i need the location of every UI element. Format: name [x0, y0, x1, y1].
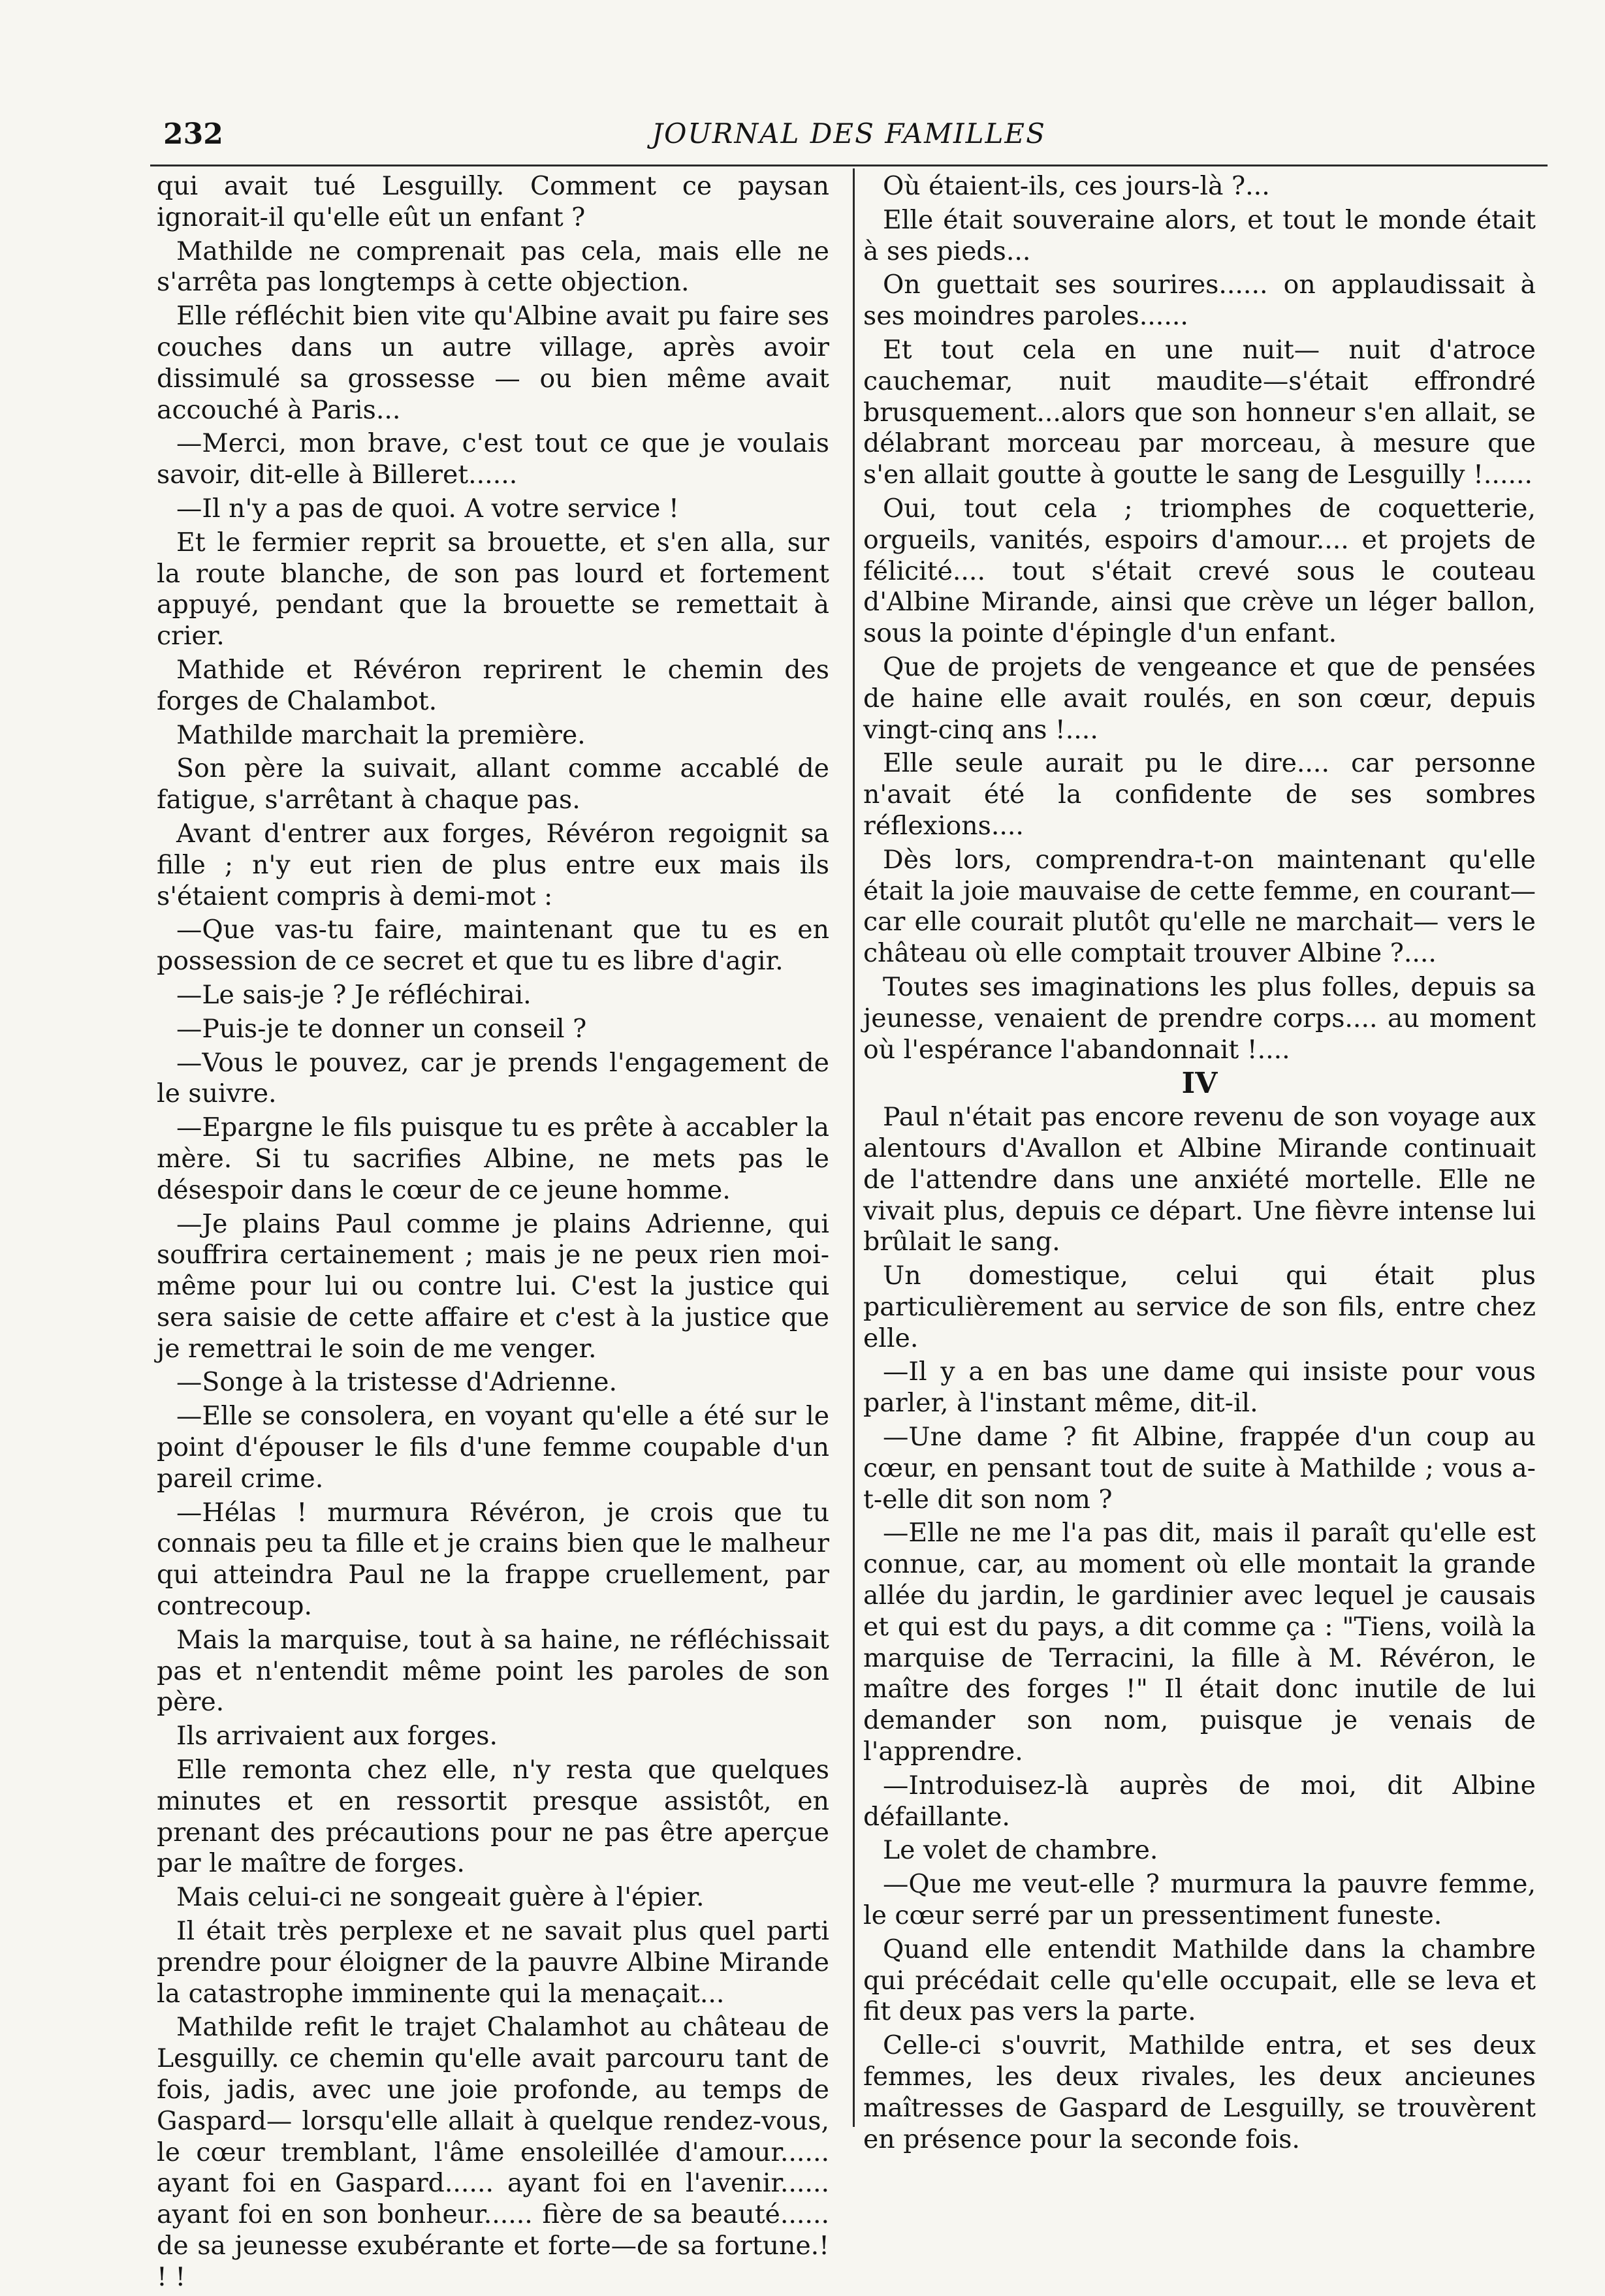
paragraph: Un domestique, celui qui était plus particulièrement au service de son fils, entre chez elle. — [863, 1261, 1536, 1353]
paragraph: Quand elle entendit Mathilde dans la chambre qui précédait celle qu'elle occupait, elle se leva et fit deux pas vers la parte. — [863, 1934, 1536, 2027]
paragraph: —Epargne le fils puisque tu es prête à accabler la mère. Si tu sacrifies Albine, ne mets pas le désespoir dans le cœur de ce jeune homme. — [157, 1112, 829, 1205]
paragraph: Mathilde refit le trajet Chalamhot au château de Lesguilly. ce chemin qu'elle avait parcouru tant de fois, jadis, avec une joie profonde, au temps de Gaspard— lorsqu'elle allait à quelque rendez-vous, le cœur tremblant, l'âme ensoleillée d'amour...... ayant foi en Gaspard...... ayant foi en l'avenir...... ayant foi en son bonheur...... fière de sa beauté...... de sa jeunesse exubérante et forte—de sa fortune.! ! ! — [157, 2012, 829, 2292]
paragraph: —Une dame ? fit Albine, frappée d'un coup au cœur, en pensant tout de suite à Mathilde ; vous a-t-elle dit son nom ? — [863, 1422, 1536, 1515]
paragraph: —Vous le pouvez, car je prends l'engagement de le suivre. — [157, 1047, 829, 1109]
paragraph: Et tout cela en une nuit— nuit d'atroce cauchemar, nuit maudite—s'était effrondré brusquement...alors que son honneur s'en allait, se délabrant morceau par morceau, à mesure que s'en allait goutte à goutte le sang de Lesguilly !...... — [863, 334, 1536, 490]
paragraph: Elle seule aurait pu le dire.... car personne n'avait été la confidente de ses sombres réflexions.... — [863, 748, 1536, 841]
paragraph: Elle réfléchit bien vite qu'Albine avait pu faire ses couches dans un autre village, après avoir dissimulé sa grossesse — ou bien même avait accouché à Paris... — [157, 301, 829, 425]
paragraph: Et le fermier reprit sa brouette, et s'en alla, sur la route blanche, de son pas lourd et fortement appuyé, pendant que la brouette se remettait à crier. — [157, 527, 829, 652]
paragraph: —Elle ne me l'a pas dit, mais il paraît qu'elle est connue, car, au moment où elle montait la grande allée du jardin, le gardinier avec lequel je causais et qui est du pays, a dit comme ça : "Tiens, voilà la marquise de Terracini, la fille à M. Révéron, le maître des forges !" Il était donc inutile de lui demander son nom, puisque je venais de l'apprendre. — [863, 1518, 1536, 1767]
left-column — [157, 171, 829, 2296]
paragraph: —Songe à la tristesse d'Adrienne. — [176, 1367, 618, 1398]
paragraph: Dès lors, comprendra-t-on maintenant qu'elle était la joie mauvaise de cette femme, en courant— car elle courait plutôt qu'elle ne marchait— vers le château où elle comptait trouver Albine ?.... — [863, 844, 1536, 969]
paragraph: —Merci, mon brave, c'est tout ce que je voulais savoir, dit-elle à Billeret...... — [157, 428, 829, 490]
paragraph: Oui, tout cela ; triomphes de coquetterie, orgueils, vanités, espoirs d'amour.... et projets de félicité.... tout s'était crevé sous le couteau d'Albine Mirande, ainsi que crève un léger ballon, sous la pointe d'épingle d'un enfant. — [863, 493, 1536, 649]
header-rule — [150, 165, 1548, 166]
paragraph: —Je plains Paul comme je plains Adrienne, qui souffrira certainement ; mais je ne peux rien moi-même pour lui ou contre lui. C'est la justice qui sera saisie de cette affaire et c'est à la justice que je remettrai le soin de me venger. — [157, 1208, 829, 1364]
paragraph: Paul n'était pas encore revenu de son voyage aux alentours d'Avallon et Albine Mirande continuait de l'attendre dans une anxiété mortelle. Elle ne vivait plus, depuis ce départ. Une fièvre intense lui brûlait le sang. — [863, 1102, 1536, 1257]
paragraph: Toutes ses imaginations les plus folles, depuis sa jeunesse, venaient de prendre corps.... au moment où l'espérance l'abandonnait !.... — [863, 971, 1536, 1065]
paragraph: Où étaient-ils, ces jours-là ?... — [883, 171, 1270, 201]
paragraph: —Que vas-tu faire, maintenant que tu es en possession de ce secret et que tu es libre d'agir. — [157, 915, 829, 977]
chapter-heading: IV — [1181, 1067, 1218, 1101]
right-column — [863, 171, 1536, 2158]
page-header — [150, 118, 1548, 157]
paragraph: Avant d'entrer aux forges, Révéron regoignit sa fille ; n'y eut rien de plus entre eux mais ils s'étaient compris à demi-mot : — [157, 818, 829, 911]
paragraph: —Puis-je te donner un conseil ? — [176, 1013, 587, 1044]
running-title: JOURNAL DES FAMILLES — [652, 118, 1046, 149]
paragraph: —Le sais-je ? Je réfléchirai. — [176, 979, 532, 1010]
paragraph: Mathilde marchait la première. — [176, 719, 586, 750]
paragraph: Celle-ci s'ouvrit, Mathilde entra, et ses deux femmes, les deux rivales, les deux ancieunes maîtresses de Gaspard de Lesguilly, se trouvèrent en présence pour la seconde fois. — [863, 2030, 1536, 2154]
paragraph: —Il n'y a pas de quoi. A votre service ! — [176, 493, 679, 524]
paragraph: —Elle se consolera, en voyant qu'elle a été sur le point d'épouser le fils d'une femme coupable d'un pareil crime. — [157, 1401, 829, 1494]
paragraph: Il était très perplexe et ne savait plus quel parti prendre pour éloigner de la pauvre Albine Mirande la catastrophe imminente qui la menaçait... — [157, 1916, 829, 2009]
page-number: 232 — [163, 118, 223, 151]
paragraph: Elle était souveraine alors, et tout le monde était à ses pieds... — [863, 204, 1536, 266]
paragraph: —Hélas ! murmura Révéron, je crois que tu connais peu ta fille et je crains bien que le malheur qui atteindra Paul ne la frappe cruellement, par contrecoup. — [157, 1497, 829, 1622]
paragraph: qui avait tué Lesguilly. Comment ce paysan ignorait-il qu'elle eût un enfant ? — [157, 171, 829, 232]
paragraph: —Il y a en bas une dame qui insiste pour vous parler, à l'instant même, dit-il. — [863, 1357, 1536, 1419]
paragraph: —Que me veut-elle ? murmura la pauvre femme, le cœur serré par un pressentiment funeste. — [863, 1869, 1536, 1931]
paragraph: Mais la marquise, tout à sa haine, ne réfléchissait pas et n'entendit même point les paroles de son père. — [157, 1624, 829, 1718]
paragraph: —Introduisez-là auprès de moi, dit Albine défaillante. — [863, 1770, 1536, 1832]
paragraph: Elle remonta chez elle, n'y resta que quelques minutes et en ressortit presque assistôt, en prenant des précautions pour ne pas être aperçue par le maître de forges. — [157, 1755, 829, 1879]
paragraph: Son père la suivait, allant comme accablé de fatigue, s'arrêtant à chaque pas. — [157, 753, 829, 815]
paragraph: On guettait ses sourires...... on applaudissait à ses moindres paroles...... — [863, 270, 1536, 332]
column-divider — [853, 168, 855, 2127]
paragraph: Le volet de chambre. — [883, 1835, 1158, 1866]
paragraph: Mathide et Révéron reprirent le chemin des forges de Chalambot. — [157, 654, 829, 716]
paragraph: Mais celui-ci ne songeait guère à l'épier. — [176, 1882, 705, 1913]
paragraph: Ils arrivaient aux forges. — [176, 1721, 498, 1752]
paragraph: Mathilde ne comprenait pas cela, mais elle ne s'arrêta pas longtemps à cette objection. — [157, 236, 829, 298]
paragraph: Que de projets de vengeance et que de pensées de haine elle avait roulés, en son cœur, depuis vingt-cinq ans !.... — [863, 652, 1536, 745]
